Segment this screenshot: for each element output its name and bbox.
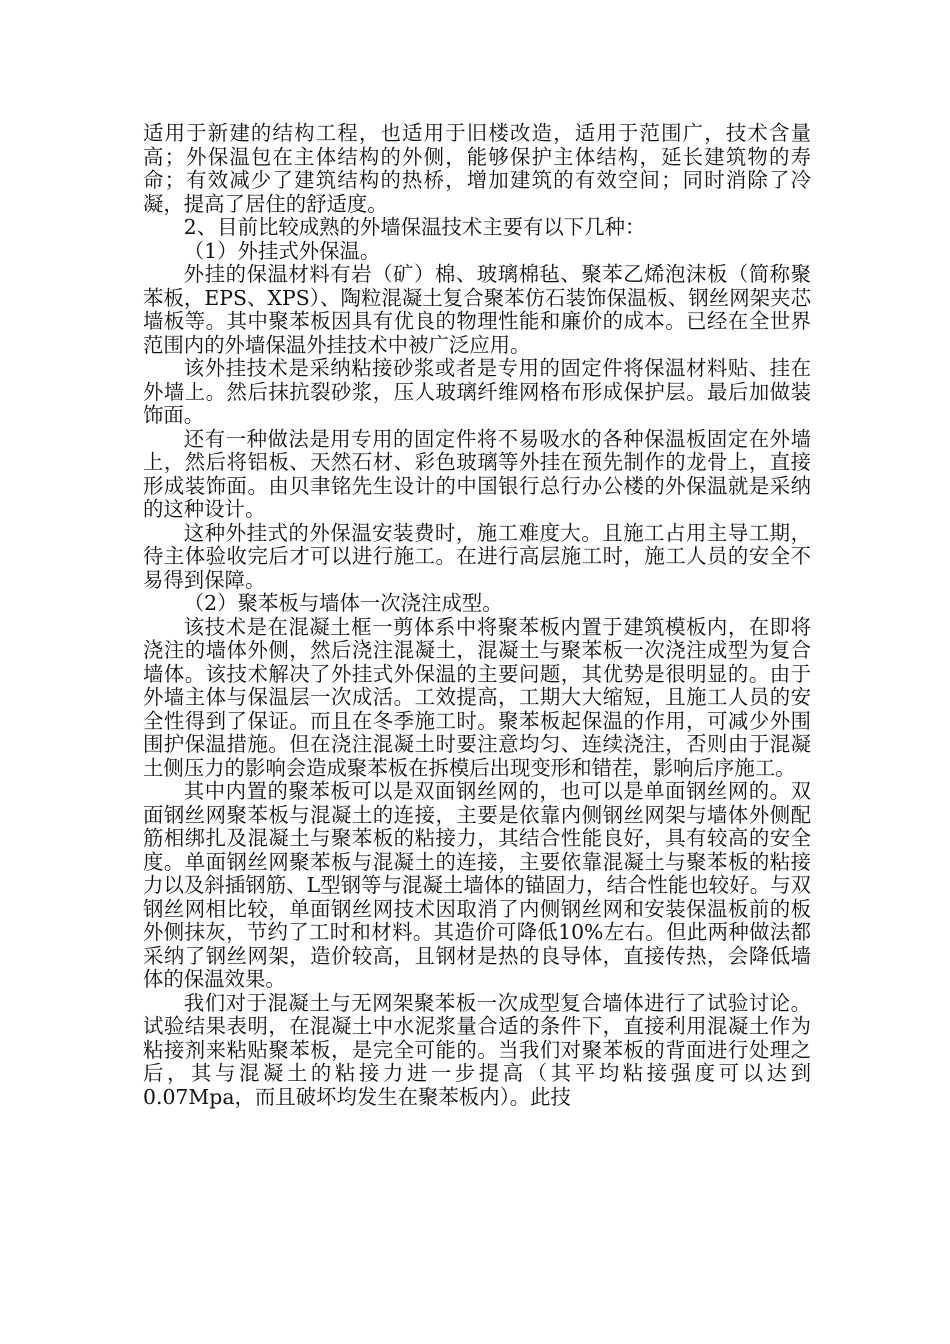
paragraph-8: （2）聚苯板与墙体一次浇注成型。 — [183, 591, 503, 615]
paragraph-4: 外挂的保温材料有岩（矿）棉、玻璃棉毡、聚苯乙烯泡沫板（简称聚苯板，EPS、XPS）、陶粒混凝土复合聚苯仿石装饰保温板、钢丝网架夹芯墙板等。其中聚苯板因具有优良的物理性能和廉价的成本。已经在全世界范围内的外墙保温外挂技术中被广泛应用。 — [143, 262, 811, 357]
paragraph-3: （1）外挂式外保温。 — [183, 238, 381, 263]
paragraph-9: 该技术是在混凝土框一剪体系中将聚苯板内置于建筑模板内，在即将浇注的墙体外侧，然后浇注混凝土，混凝土与聚苯板一次浇注成型为复合墙体。该技术解决了外挂式外保温的主要问题，其优势是很明显的。由于外墙主体与保温层一次成活。工效提高，工期大大缩短，且施工人员的安全性得到了保证。而且在冬季施工时。聚苯板起保温的作用，可减少外围围护保温措施。但在浇注混凝土时要注意均匀、连续浇注，否则由于混凝土侧压力的影响会造成聚苯板在拆模后出现变形和错茬，影响后序施工。 — [143, 614, 811, 780]
paragraph-1: 适用于新建的结构工程，也适用于旧楼改造，适用于范围广，技术含量高；外保温包在主体结构的外侧，能够保护主体结构，延长建筑物的寿命；有效减少了建筑结构的热桥，增加建筑的有效空间；同时消除了冷凝，提高了居住的舒适度。 — [143, 121, 811, 216]
document-body — [143, 122, 811, 1109]
paragraph-6: 还有一种做法是用专用的固定件将不易吸水的各种保温板固定在外墙上，然后将铝板、天然石材、彩色玻璃等外挂在预先制作的龙骨上，直接形成装饰面。由贝聿铭先生设计的中国银行总行办公楼的外保温就是采纳的这种设计。 — [143, 426, 811, 521]
paragraph-11: 我们对于混凝土与无网架聚苯板一次成型复合墙体进行了试验讨论。试验结果表明，在混凝土中水泥浆量合适的条件下，直接利用混凝土作为粘接剂来粘贴聚苯板，是完全可能的。当我们对聚苯板的背面进行处理之后，其与混凝土的粘接力进一步提高（其平均粘接强度可以达到0.07Mpa，而且破坏均发生在聚苯板内）。此技 — [143, 990, 811, 1109]
paragraph-5: 该外挂技术是采纳粘接砂浆或者是专用的固定件将保温材料贴、挂在外墙上。然后抹抗裂砂浆，压人玻璃纤维网格布形成保护层。最后加做装饰面。 — [143, 356, 811, 427]
paragraph-7: 这种外挂式的外保温安装费时，施工难度大。且施工占用主导工期，待主体验收完后才可以进行施工。在进行高层施工时，施工人员的安全不易得到保障。 — [143, 520, 811, 592]
paragraph-10: 其中内置的聚苯板可以是双面钢丝网的，也可以是单面钢丝网的。双面钢丝网聚苯板与混凝土的连接，主要是依靠内侧钢丝网架与墙体外侧配筋相绑扎及混凝土与聚苯板的粘接力，其结合性能良好，具有较高的安全度。单面钢丝网聚苯板与混凝土的连接，主要依靠混凝土与聚苯板的粘接力以及斜插钢筋、L型钢等与混凝土墙体的锚固力，结合性能也较好。与双钢丝网相比较，单面钢丝网技术因取消了内侧钢丝网和安装保温板前的板外侧抹灰，节约了工时和材料。其造价可降低10%左右。但此两种做法都采纳了钢丝网架，造价较高，且钢材是热的良导体，直接传热，会降低墙体的保温效果。 — [143, 779, 811, 991]
paragraph-2: 2、目前比较成熟的外墙保温技术主要有以下几种： — [183, 215, 646, 239]
